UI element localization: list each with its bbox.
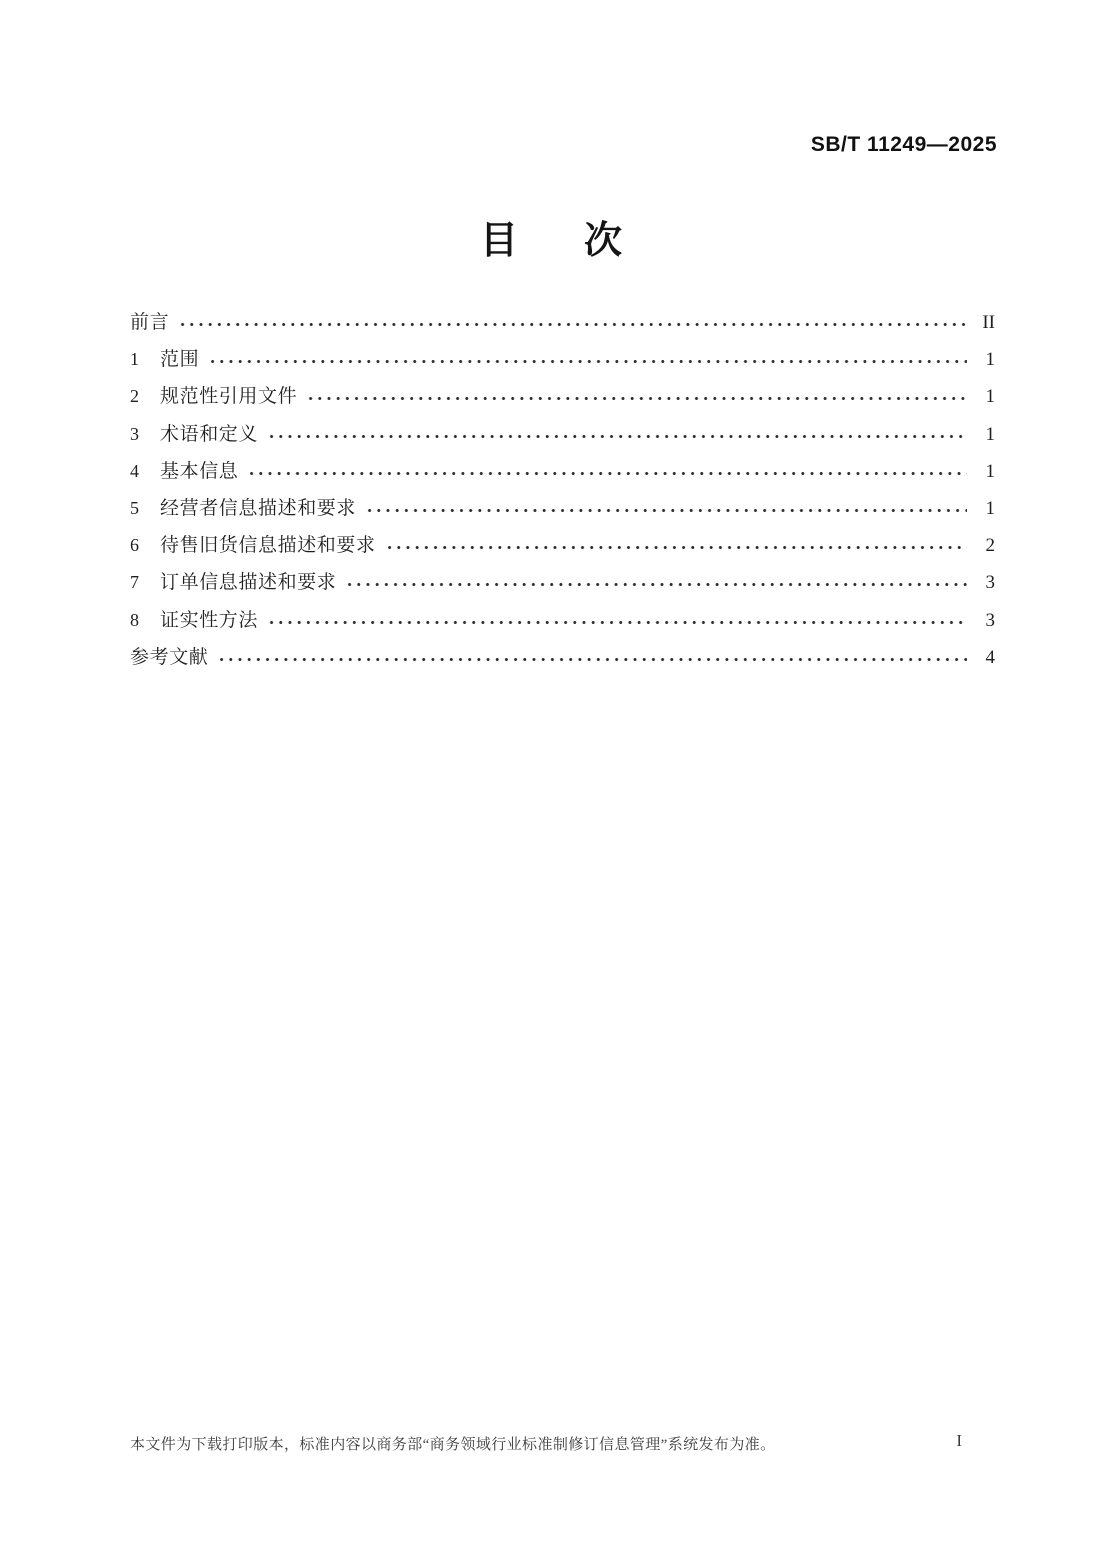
toc-entry-page-number: 1 [985, 497, 995, 519]
toc-entry-label: 范围 [160, 349, 200, 371]
toc-entry-label: 订单信息描述和要求 [160, 572, 337, 594]
toc-dot-leader [267, 621, 967, 626]
toc-entry [130, 634, 995, 671]
toc-entry [130, 373, 995, 410]
toc-entry-page-number: 1 [985, 349, 995, 371]
page-title [0, 221, 1102, 261]
table-of-contents [130, 299, 995, 671]
toc-entry-number: 3 [130, 423, 139, 444]
toc-entry [130, 448, 995, 485]
toc-entry-page-number: 1 [985, 423, 995, 445]
toc-entry-label: 经营者信息描述和要求 [160, 497, 357, 519]
toc-entry [130, 411, 995, 448]
toc-entry-number: 1 [130, 349, 139, 370]
toc-entry-page-number: 2 [985, 535, 995, 557]
toc-dot-leader [178, 323, 967, 328]
toc-entry-label: 待售旧货信息描述和要求 [160, 535, 376, 557]
toc-entry-label: 术语和定义 [160, 423, 259, 445]
toc-entry [130, 597, 995, 634]
toc-entry-number: 2 [130, 386, 139, 407]
toc-entry [130, 485, 995, 522]
toc-entry [130, 559, 995, 596]
page-title-char-2: 次 [584, 220, 623, 262]
toc-dot-leader [306, 397, 967, 402]
standard-number: SB/T 11249—2025 [810, 133, 997, 156]
page-title-char-1: 目 [479, 220, 518, 262]
toc-entry-label: 参考文献 [130, 646, 209, 668]
toc-entry-page-number: 4 [985, 646, 995, 668]
toc-entry-page-number: 1 [985, 386, 995, 408]
toc-dot-leader [267, 435, 967, 440]
toc-entry-page-number: II [982, 312, 995, 333]
toc-entry [130, 336, 995, 373]
toc-dot-leader [365, 509, 967, 514]
toc-entry-number: 8 [130, 609, 139, 630]
toc-entry-label: 证实性方法 [160, 609, 259, 631]
toc-entry [130, 522, 995, 559]
footer-page-number: I [956, 1431, 962, 1450]
toc-dot-leader [208, 360, 967, 365]
toc-entry-number: 4 [130, 460, 139, 481]
toc-entry-page-number: 3 [985, 609, 995, 631]
toc-entry-number: 5 [130, 497, 139, 518]
toc-entry-page-number: 1 [985, 460, 995, 482]
toc-entry-label: 前言 [130, 312, 170, 333]
toc-dot-leader [247, 472, 967, 477]
toc-entry [130, 299, 995, 336]
toc-entry-page-number: 3 [985, 572, 995, 594]
toc-dot-leader [217, 658, 967, 663]
toc-dot-leader [345, 583, 967, 588]
toc-dot-leader [385, 546, 967, 551]
footer-note: 本文件为下载打印版本，标准内容以商务部“商务领域行业标准制修订信息管理”系统发布为准。 [130, 1437, 776, 1453]
toc-entry-label: 规范性引用文件 [160, 386, 298, 408]
toc-entry-label: 基本信息 [160, 460, 239, 482]
toc-entry-number: 7 [130, 572, 139, 593]
toc-entry-number: 6 [130, 535, 139, 556]
